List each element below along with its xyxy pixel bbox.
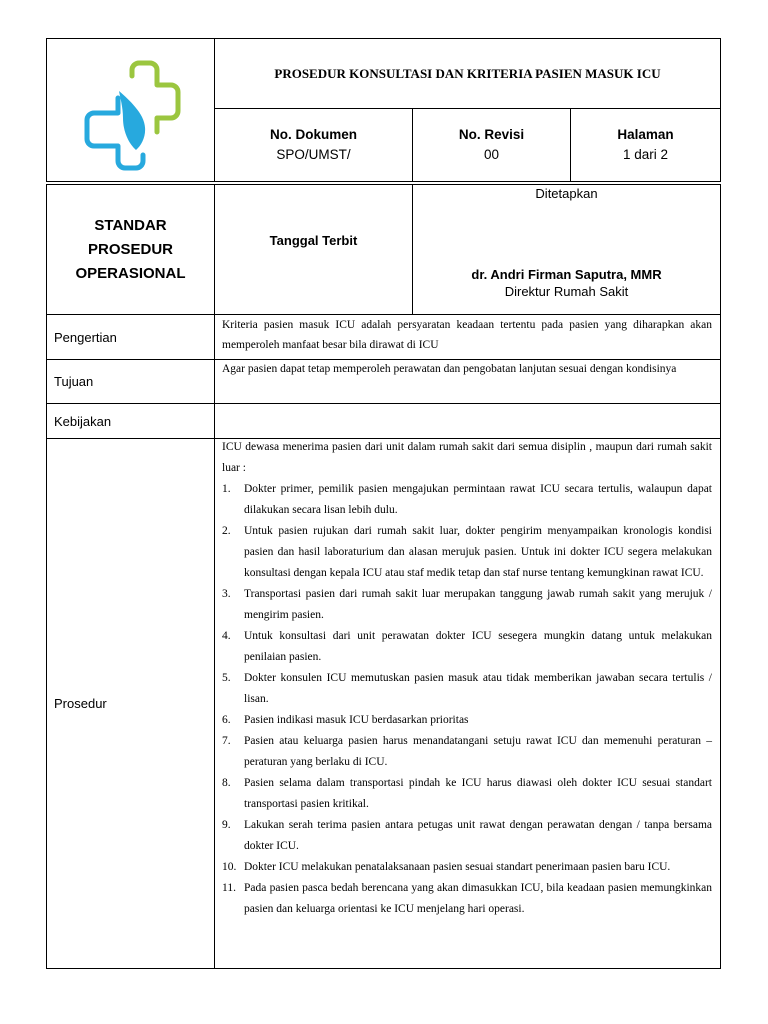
page-label: Halaman [617,127,674,142]
tujuan-text: Agar pasien dapat tetap memperoleh perawatan dan pengobatan lanjutan sesuai dengan kondisinya [222,363,677,375]
revision-cell [413,109,570,181]
list-item: 3. Transportasi pasien dari rumah sakit luar merupakan tanggung jawab rumah sakit yang merujuk / mengirim pasien. [222,588,712,621]
list-item: 9. Lakukan serah terima pasien antara petugas unit rawat dengan perawatan dengan / tanpa bersama dokter ICU. [222,819,712,852]
page-value: 1 dari 2 [622,147,669,162]
list-item: 2. Untuk pasien rujukan dari rumah sakit luar, dokter pengirim menyampaikan kronologis kondisi pasien dan hasil laboraturium dan alasan merujuk pasien. Untuk ini dokter ICU segera melakukan konsultasi dengan kepala ICU atau staf medik tetap dan staf nurse tentang kemungkinan rawat ICU. [222,525,712,579]
list-item: 10. Dokter ICU melakukan penatalaksanaan pasien sesuai standart penerimaan pasien baru ICU. [222,861,671,873]
issue-date-label: Tanggal Terbit [269,232,358,248]
list-item: 8. Pasien selama dalam transportasi pindah ke ICU harus diawasi oleh dokter ICU sesuai standart transportasi pasien kritikal. [222,777,712,810]
director-title: Direktur Rumah Sakit [504,284,629,299]
list-item: 5. Dokter konsulen ICU memutuskan pasien masuk atau tidak memberikan jawaban secara tertulis / lisan. [222,672,712,705]
list-item: 6. Pasien indikasi masuk ICU berdasarkan prioritas [222,714,469,726]
prosedur-label: Prosedur [54,696,107,711]
established-label: Ditetapkan [535,186,598,201]
prosedur-list [222,479,712,920]
spo-title-line-2: PROSEDUR [87,240,173,258]
doc-number-label: No. Dokumen [269,127,357,142]
tujuan-label: Tujuan [54,374,94,389]
document-title: PROSEDUR KONSULTASI DAN KRITERIA PASIEN MASUK ICU [274,65,661,81]
list-item: 11. Pada pasien pasca bedah berencana yang akan dimasukkan ICU, bila keadaan pasien memungkinkan pasien dan keluarga orientasi ke ICU menjelang hari operasi. [222,882,712,915]
list-item: 4. Untuk konsultasi dari unit perawatan dokter ICU sesegera mungkin datang untuk melakukan penilaian pasien. [222,630,712,663]
kebijakan-text [222,404,712,438]
prosedur-intro: ICU dewasa menerima pasien dari unit dalam rumah sakit dari semua disiplin , maupun dari rumah sakit luar : [222,441,712,474]
revision-value: 00 [483,147,500,162]
pengertian-text: Kriteria pasien masuk ICU adalah persyaratan keadaan tertentu pada pasien yang diharapkan akan memperoleh manfaat besar bila dirawat di ICU [222,319,712,351]
list-item: 1. Dokter primer, pemilik pasien mengajukan permintaan rawat ICU secara tertulis, walaupun dapat dilakukan secara lisan lebih dulu. [222,483,712,516]
hospital-logo [70,60,195,172]
prosedur-content [222,437,712,920]
spo-title-line-3: OPERASIONAL [75,264,186,282]
medical-cross-logo-icon [70,60,195,172]
page-cell [571,109,720,181]
director-name: dr. Andri Firman Saputra, MMR [471,267,662,282]
list-item: 7. Pasien atau keluarga pasien harus menandatangani setuju rawat ICU dan memenuhi peraturan – peraturan yang berlaku di ICU. [222,735,712,768]
doc-number-cell [215,109,412,181]
revision-label: No. Revisi [458,127,525,142]
kebijakan-label: Kebijakan [54,413,112,429]
doc-number-value: SPO/UMST/ [276,147,351,162]
spo-title-line-1: STANDAR [94,216,167,234]
pengertian-label: Pengertian [54,329,117,345]
spo-title [47,185,214,314]
